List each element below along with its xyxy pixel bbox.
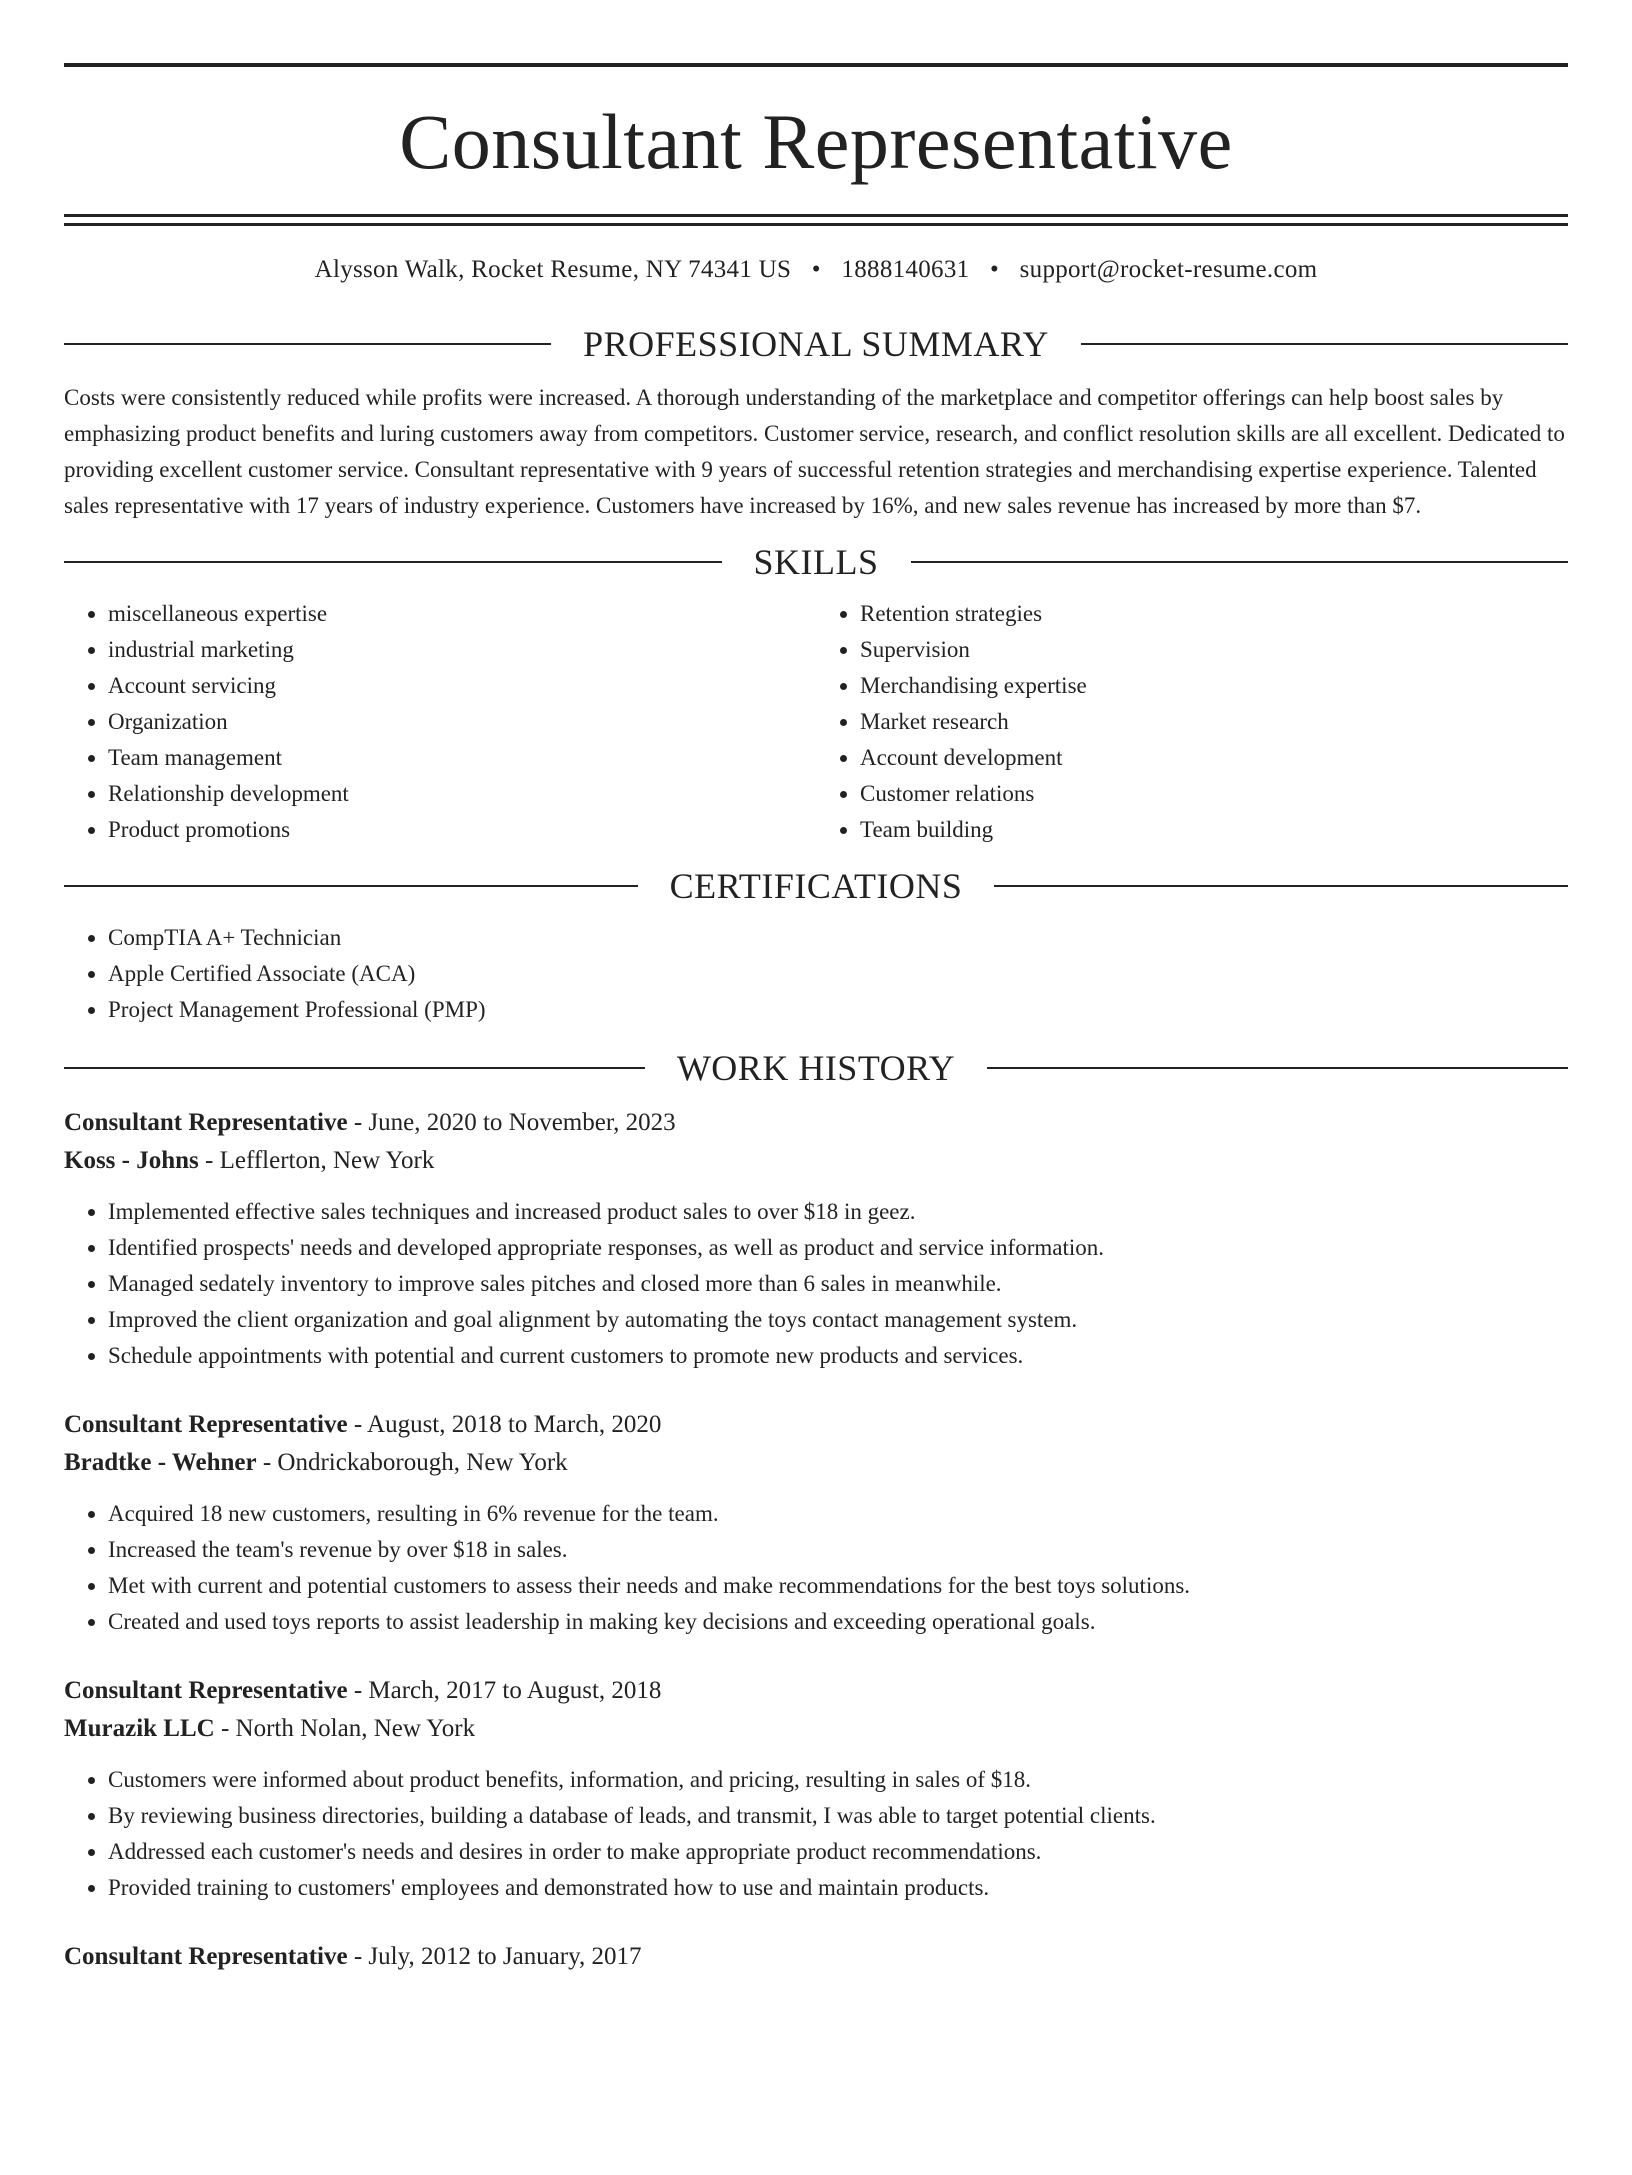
job-role: Consultant Representative <box>64 1943 348 1970</box>
skills-columns <box>64 596 1568 848</box>
job-bullet: • Improved the client organization and goal alignment by automating the toys contact management system. <box>108 1302 1568 1338</box>
job-entry <box>64 1406 1568 1640</box>
contact-phone: 1888140631 <box>841 256 970 283</box>
job-company: Bradtke - Wehner <box>64 1449 257 1476</box>
divider-line <box>911 561 1569 563</box>
list-item: • Organization <box>108 704 816 740</box>
list-item: • Relationship development <box>108 776 816 812</box>
job-location: - North Nolan, New York <box>214 1715 476 1742</box>
job-entry <box>64 1104 1568 1374</box>
contact-address: Alysson Walk, Rocket Resume, NY 74341 US <box>314 256 792 283</box>
section-header-summary <box>64 326 1568 362</box>
divider-line <box>994 885 1568 887</box>
list-item: • Account servicing <box>108 668 816 704</box>
list-item: • Supervision <box>860 632 1568 668</box>
job-company-line <box>64 1710 1568 1748</box>
job-dates: - July, 2012 to January, 2017 <box>347 1943 642 1970</box>
job-bullet: • Schedule appointments with potential and current customers to promote new products and services. <box>108 1338 1568 1374</box>
top-rule <box>64 63 1568 67</box>
list-item: • Merchandising expertise <box>860 668 1568 704</box>
title-double-rule <box>64 214 1568 226</box>
job-role: Consultant Representative <box>64 1411 348 1438</box>
divider-line <box>64 561 722 563</box>
job-bullet: • Managed sedately inventory to improve sales pitches and closed more than 6 sales in meanwhile. <box>108 1266 1568 1302</box>
job-title-line <box>64 1672 1568 1710</box>
certifications-list <box>64 920 1568 1028</box>
summary-text: Costs were consistently reduced while profits were increased. A thorough understanding of the marketplace and competitor offerings can help boost sales by emphasizing product benefits and luring customers away from competitors. Customer service, research, and conflict resolution skills are all excellent. Dedicated to providing excellent customer service. Consultant representative with 9 years of successful retention strategies and merchandising expertise experience. Talented sales representative with 17 years of industry experience. Customers have increased by 16%, and new sales revenue has increased by more than $7. <box>64 385 1565 518</box>
job-entry <box>64 1938 1568 1976</box>
divider-line <box>64 1067 645 1069</box>
resume-page <box>0 63 1632 2175</box>
job-location: - Lefflerton, New York <box>198 1147 435 1174</box>
job-company-line <box>64 1444 1568 1482</box>
job-bullet: • By reviewing business directories, building a database of leads, and transmit, I was able to target potential clients. <box>108 1798 1568 1834</box>
job-title-line <box>64 1104 1568 1142</box>
job-title-line <box>64 1938 1568 1976</box>
list-item: • Product promotions <box>108 812 816 848</box>
job-bullets <box>64 1496 1568 1640</box>
job-dates: - August, 2018 to March, 2020 <box>347 1411 662 1438</box>
job-bullet: • Identified prospects' needs and developed appropriate responses, as well as product and service information. <box>108 1230 1568 1266</box>
job-bullet: • Met with current and potential customers to assess their needs and make recommendations for the best toys solutions. <box>108 1568 1568 1604</box>
divider-line <box>64 885 638 887</box>
contact-email: support@rocket-resume.com <box>1019 256 1318 283</box>
resume-title: Consultant Representative <box>399 98 1233 185</box>
section-title-skills: SKILLS <box>753 542 879 582</box>
list-item: • miscellaneous expertise <box>108 596 816 632</box>
section-header-work <box>64 1050 1568 1086</box>
section-title-work: WORK HISTORY <box>676 1048 956 1088</box>
list-item: • Project Management Professional (PMP) <box>108 992 1568 1028</box>
job-bullet: • Acquired 18 new customers, resulting in 6% revenue for the team. <box>108 1496 1568 1532</box>
job-company: Murazik LLC <box>64 1715 215 1742</box>
skills-list-right <box>816 596 1568 848</box>
list-item: • Team management <box>108 740 816 776</box>
job-dates: - June, 2020 to November, 2023 <box>347 1109 676 1136</box>
job-title-line <box>64 1406 1568 1444</box>
skills-list-left <box>64 596 816 848</box>
contact-line <box>64 256 1568 284</box>
job-role: Consultant Representative <box>64 1109 348 1136</box>
job-bullets <box>64 1762 1568 1906</box>
job-role: Consultant Representative <box>64 1677 348 1704</box>
section-header-skills <box>64 544 1568 580</box>
divider-line <box>1081 343 1568 345</box>
contact-separator: • <box>989 256 1000 283</box>
job-bullet: • Created and used toys reports to assist leadership in making key decisions and exceeding operational goals. <box>108 1604 1568 1640</box>
list-item: • industrial marketing <box>108 632 816 668</box>
job-bullets <box>64 1194 1568 1374</box>
job-entry <box>64 1672 1568 1906</box>
section-header-certifications <box>64 868 1568 904</box>
list-item: • Team building <box>860 812 1568 848</box>
list-item: • Market research <box>860 704 1568 740</box>
list-item: • Apple Certified Associate (ACA) <box>108 956 1568 992</box>
list-item: • CompTIA A+ Technician <box>108 920 1568 956</box>
job-dates: - March, 2017 to August, 2018 <box>347 1677 662 1704</box>
job-bullet: • Addressed each customer's needs and desires in order to make appropriate product recommendations. <box>108 1834 1568 1870</box>
divider-line <box>64 343 551 345</box>
divider-line <box>987 1067 1568 1069</box>
list-item: • Customer relations <box>860 776 1568 812</box>
job-bullet: • Provided training to customers' employees and demonstrated how to use and maintain products. <box>108 1870 1568 1906</box>
job-bullet: • Implemented effective sales techniques and increased product sales to over $18 in geez. <box>108 1194 1568 1230</box>
section-title-summary: PROFESSIONAL SUMMARY <box>583 324 1049 364</box>
job-company: Koss - Johns <box>64 1147 199 1174</box>
contact-separator: • <box>811 256 821 283</box>
job-bullet: • Customers were informed about product benefits, information, and pricing, resulting in sales of $18. <box>108 1762 1568 1798</box>
work-history <box>64 1104 1568 1976</box>
list-item: • Account development <box>860 740 1568 776</box>
section-title-certifications: CERTIFICATIONS <box>669 866 963 906</box>
job-company-line <box>64 1142 1568 1180</box>
job-bullet: • Increased the team's revenue by over $18 in sales. <box>108 1532 1568 1568</box>
job-location: - Ondrickaborough, New York <box>256 1449 568 1476</box>
list-item: • Retention strategies <box>860 596 1568 632</box>
